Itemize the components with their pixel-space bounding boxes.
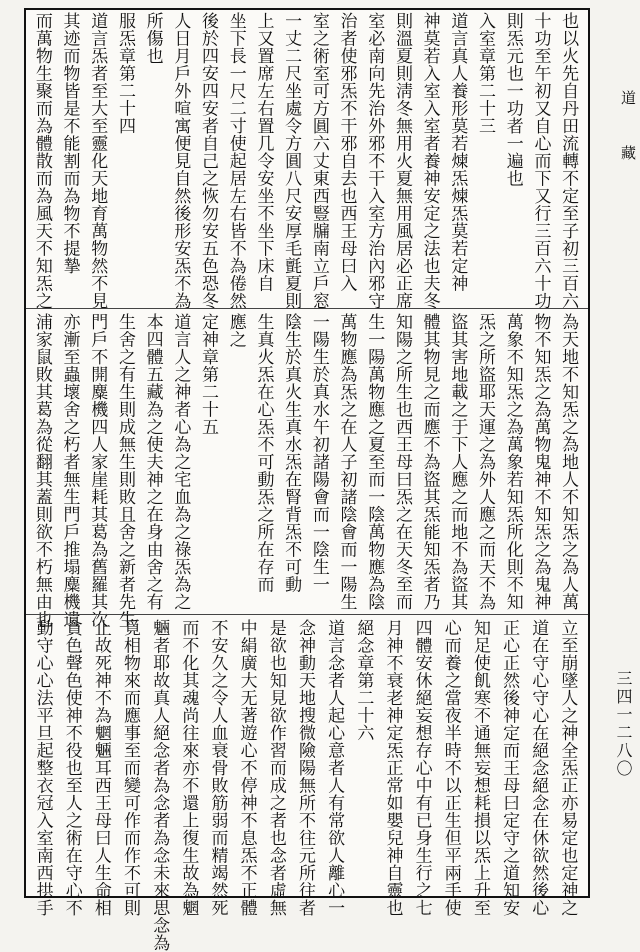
scripture-page [24,8,590,952]
text-column: 一陽生於真水午初諸陽會而一陰生一 [308,313,329,593]
text-column: 則溫夏則淸冬無用火夏無用風居必正席 [391,12,412,310]
text-column: 絕念章第二十六 [353,619,374,742]
text-column: 應之 [225,313,246,348]
text-column: 坐下長一尺二寸使起居左右皆不為倦然 [225,12,246,310]
text-column: 門戶不開麋機四人家崖耗其葛為舊羅其次 [87,313,108,628]
text-column: 定神章第二十五 [198,313,219,436]
text-column: 浦家鼠敗其葛為從翻其蓋則欲不朽無由也 [31,313,52,628]
text-column: 立至崩墜人之神全炁正亦易定也定神之 [557,619,578,917]
text-column: 所傷也 [142,12,163,65]
text-column: 念神動天地搜微險陽無所不往元所往者 [295,619,315,917]
text-column: 而不化其魂尚往來亦不還上復生故為魍 [178,619,199,917]
text-column: 體其物見之而應不為盜其炁能知炁者乃 [419,313,440,611]
text-column: 中絹廣大无著遊心不停神不息炁不正體 [236,619,257,917]
text-column: 室之術室可方圓六丈東西豎牖南立戶窓 [308,12,329,310]
text-column: 室必南向先治外邪不干入室方治內邪守 [364,12,385,310]
text-column: 心而養之當夜半時不以正生但平兩手使 [440,619,461,917]
text-column: 神莫若入室入室者養神安定之法也夫冬 [419,12,440,310]
text-column: 治者使邪炁不干邪自去也西王母曰入 [336,12,357,292]
text-column: 陰生於真火生真水炁在腎背炁不可動 [281,313,302,593]
text-column: 正心正然後神定而王母曰定守之道知安 [499,619,520,917]
text-column: 入室章第二十三 [475,12,496,135]
text-column: 盜其害地載之于下人應之而地不為盜其 [447,313,468,611]
text-column: 為天地不知炁之為地人不知炁之為人萬 [558,313,579,611]
text-column: 也以火先自丹田流轉不定至子初三百六 [558,12,579,310]
text-column: 道言念者人起心意者人有常欲人離心一 [324,619,345,917]
text-column: 本四體五藏為之使夫神之在身由舍之有 [142,313,163,611]
text-column: 生一陽萬物應之夏至而一陰萬物應為陰 [364,313,385,611]
text-column: 十功至午初又自心而下又行三百六十功 [530,12,551,310]
text-column: 則炁元也一功者一遍也 [502,12,523,187]
text-column: 道言真人養形莫若煉炁煉炁莫若定神 [447,12,468,292]
page-frame [24,8,590,898]
text-column: 動守心心法平旦起整衣冠入室南西拱手 [32,619,53,917]
text-column: 止故死神不為魍魎耳西王母曰人生命相 [90,619,111,917]
text-column: 魎者耶故真人絕念者為念者為念未來思念為 [149,619,170,952]
collection-title: 道藏 [619,90,637,200]
text-column: 物不知炁之為萬物鬼神不知炁之為鬼神 [530,313,551,611]
text-column: 而萬物生聚而為體散而為風天不知炁之 [31,12,52,310]
text-column: 服炁章第二十四 [114,12,135,135]
page-number: 三四一二八〇 [614,670,633,778]
text-column: 其迹而物皆是不能割而為物不提摯 [59,12,80,275]
text-column: 貪色聲色使神不役也至人之術在守心不 [61,619,82,917]
text-column: 道在守心守心在絕念絕念在休欲然後心 [528,619,549,917]
text-column: 月神不衰老神定炁正常如嬰兒神自靈也 [382,619,403,917]
text-column: 道言人之神者心為之宅血為之祿炁為之 [170,313,191,611]
text-column: 四體安休絕妄想存心中有已身生行之七 [411,619,432,917]
text-column: 後於四安四安者自己之恢勿安五色恐冬 [198,12,219,310]
text-column: 生真火炁在心炁不可動炁之所在存而 [253,313,274,593]
text-column: 覓相物來而應事至而變可作而作不可則 [120,619,141,917]
text-column: 生舍之有生則成無生則敗且舍之新者先生 [114,313,135,628]
text-column: 一丈二尺坐處令方圓八尺安厚毛氈夏則 [281,12,302,310]
text-column: 萬物應為炁之在人子初諸陰會而一陽生 [336,313,357,611]
text-column: 上又置席左右置几令安坐不坐下床自 [253,12,274,292]
text-column: 知陽之所生也西王母曰炁之在天冬至而 [391,313,412,611]
text-column: 人日月戶外喧寓便見自然後形安炁不為 [170,12,191,310]
text-column: 炁之所盜耶天運之為外人應之而天不為 [475,313,496,611]
text-column: 道言炁者至大至靈化天地育萬物然不見 [87,12,108,310]
text-column: 知足使飢寒不通無妄想耗損以炁上升至 [469,619,490,917]
text-column: 是欲也知見欲作習而成之者也念者虛無 [265,619,286,917]
text-column: 不安久之令人血衰骨敗筋弱而精竭然死 [207,619,228,917]
text-column: 萬象不知炁之為萬象若知炁所化則不知 [502,313,523,611]
text-column: 亦漸至蟲壞舍之朽者無生門戶推塌麋機遺 [59,313,80,628]
